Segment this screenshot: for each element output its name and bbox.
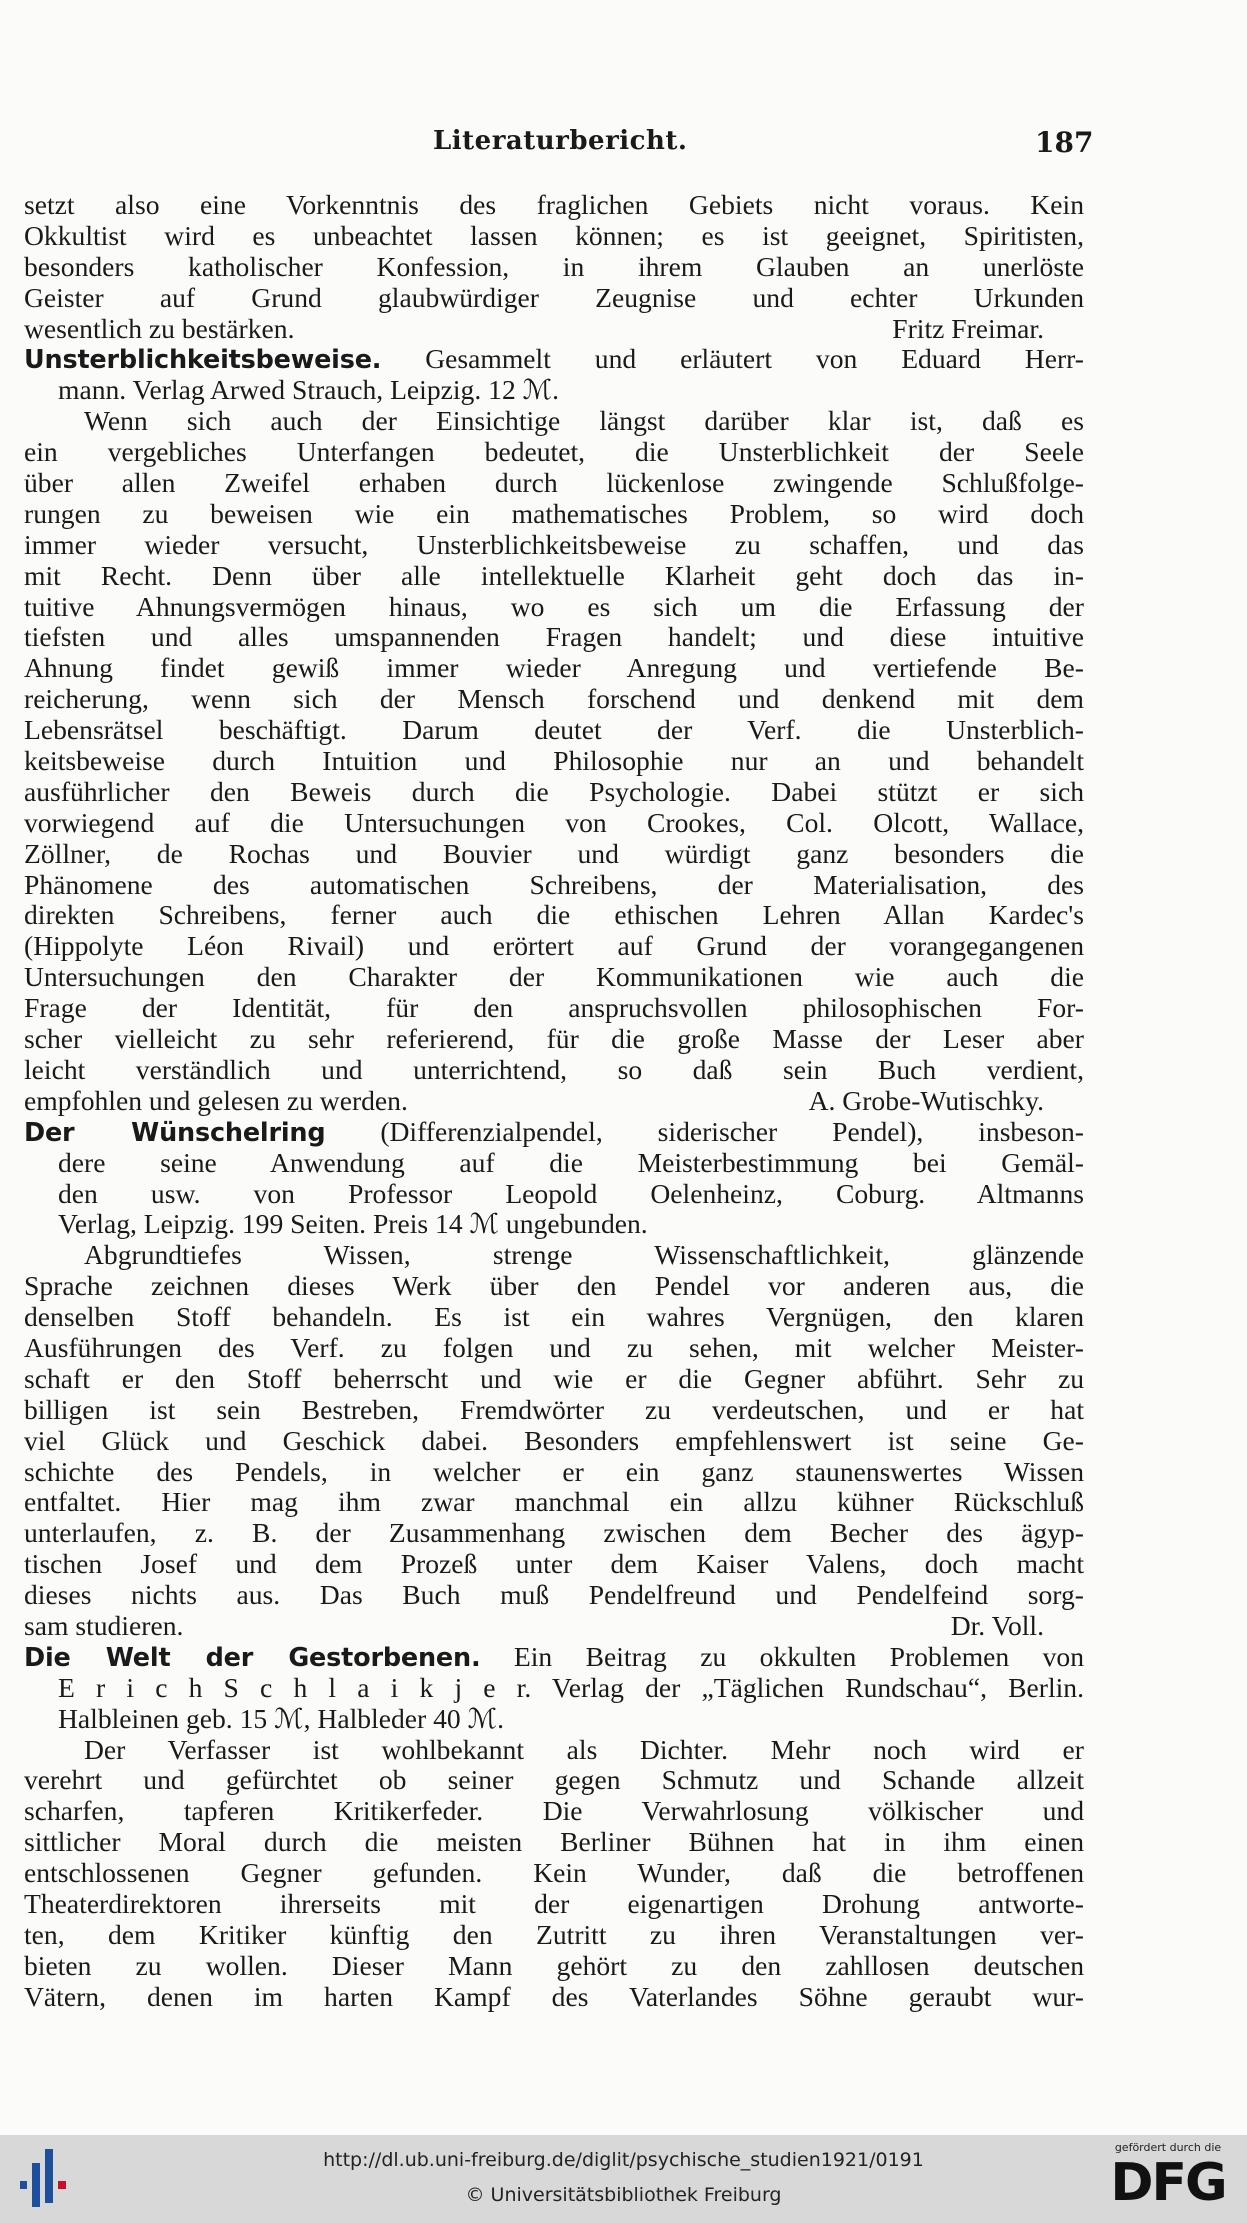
- text-line: [24, 1364, 1084, 1395]
- line-text: schaft er den Stoff beherrscht und wie er die Gegner abführt. Sehr zu: [24, 1363, 1084, 1394]
- text-line: [24, 1024, 1084, 1055]
- line-text: scher vielleicht zu sehr referierend, für die große Masse der Leser aber: [24, 1024, 1084, 1055]
- text-line: [24, 190, 1084, 221]
- line-text: Gesammelt und erläutert von Eduard Herr-: [381, 344, 1084, 375]
- page-number: 187: [1035, 126, 1094, 159]
- text-line: [24, 746, 1084, 777]
- line-text: empfohlen und gelesen zu werden.: [24, 1085, 408, 1116]
- line-text: immer wieder versucht, Unsterblichkeitsbeweise zu schaffen, und das: [24, 529, 1084, 560]
- funder-note: gefördert durch die: [1114, 2141, 1222, 2154]
- text-line: [24, 1209, 1084, 1240]
- line-text: Halbleinen geb. 15 ℳ, Halbleder 40 ℳ.: [58, 1703, 504, 1734]
- text-line: [24, 1858, 1084, 1889]
- text-line: [24, 1673, 1084, 1704]
- text-line: [24, 592, 1084, 623]
- text-line: [24, 1302, 1084, 1333]
- text-line: [24, 839, 1084, 870]
- line-text: mann. Verlag Arwed Strauch, Leipzig. 12 ℳ.: [58, 375, 560, 406]
- review-heading: Unsterblichkeitsbeweise.: [24, 345, 382, 376]
- text-line: [24, 1457, 1084, 1488]
- text-line: [24, 1642, 1084, 1673]
- line-text: vorwiegend auf die Untersuchungen von Crookes, Col. Olcott, Wallace,: [24, 807, 1084, 838]
- text-line: [24, 1889, 1084, 1920]
- text-line: [24, 252, 1084, 283]
- text-line: [24, 1549, 1084, 1580]
- text-line: [24, 931, 1084, 962]
- text-line: [24, 437, 1084, 468]
- text-line: [24, 1827, 1084, 1858]
- line-text: tuitive Ahnungsvermögen hinaus, wo es sich um die Erfassung der: [24, 591, 1084, 622]
- text-line: [24, 499, 1084, 530]
- line-text: viel Glück und Geschick dabei. Besonders empfehlenswert ist seine Ge-: [24, 1425, 1084, 1456]
- line-text: E r i c h S c h l a i k j e r. Verlag der „Täglichen Rundschau“, Berlin.: [58, 1672, 1084, 1703]
- reviewer-signature: A. Grobe-Wutischky.: [808, 1085, 1044, 1116]
- text-line: [24, 1240, 1084, 1271]
- viewer-footer: [0, 2135, 1247, 2223]
- text-line: [24, 283, 1084, 314]
- line-text: (Differenzialpendel, siderischer Pendel), insbeson-: [325, 1116, 1084, 1147]
- line-text: sam studieren.: [24, 1610, 184, 1641]
- line-text: schichte des Pendels, in welcher er ein ganz staunenswertes Wissen: [24, 1456, 1084, 1487]
- line-text: Phänomene des automatischen Schreibens, der Materialisation, des: [24, 869, 1084, 900]
- line-text: Frage der Identität, für den anspruchsvollen philosophischen For-: [24, 993, 1084, 1024]
- line-text: Vätern, denen im harten Kampf des Vaterlandes Söhne geraubt wur-: [24, 1981, 1084, 2012]
- line-text: tiefsten und alles umspannenden Fragen handelt; und diese intuitive: [24, 622, 1084, 653]
- line-text: Verlag, Leipzig. 199 Seiten. Preis 14 ℳ ungebunden.: [58, 1209, 648, 1240]
- line-text: besonders katholischer Konfession, in ihrem Glauben an unerlöste: [24, 251, 1084, 282]
- text-line: [24, 1611, 1084, 1642]
- text-line: [24, 1765, 1084, 1796]
- text-line: [24, 777, 1084, 808]
- line-text: Sprache zeichnen dieses Werk über den Pendel vor anderen aus, die: [24, 1271, 1084, 1302]
- line-text: Lebensrätsel beschäftigt. Darum deutet der Verf. die Unsterblich-: [24, 715, 1084, 746]
- text-line: [24, 1580, 1084, 1611]
- line-text: setzt also eine Vorkenntnis des fraglichen Gebiets nicht voraus. Kein: [24, 190, 1084, 220]
- line-text: ten, dem Kritiker künftig den Zutritt zu ihren Veranstaltungen ver-: [24, 1919, 1084, 1950]
- line-text: tischen Josef und dem Prozeß unter dem Kaiser Valens, doch macht: [24, 1549, 1084, 1580]
- source-url[interactable]: http://dl.ub.uni-freiburg.de/diglit/psychische_studien1921/0191: [323, 2149, 924, 2171]
- text-line: [24, 1148, 1084, 1179]
- line-text: entfaltet. Hier mag ihm zwar manchmal ein allzu kühner Rückschluß: [24, 1487, 1084, 1518]
- review-heading: Die Welt der Gestorbenen.: [24, 1642, 481, 1673]
- line-text: ein vergebliches Unterfangen bedeutet, die Unsterblichkeit der Seele: [24, 437, 1084, 468]
- text-line: [24, 468, 1084, 499]
- line-text: entschlossenen Gegner gefunden. Kein Wunder, daß die betroffenen: [24, 1858, 1084, 1889]
- line-text: den usw. von Professor Leopold Oelenheinz, Coburg. Altmanns: [58, 1178, 1084, 1209]
- text-line: [24, 808, 1084, 839]
- text-line: [24, 1982, 1084, 2013]
- text-line: [24, 1796, 1084, 1827]
- body-text: [24, 190, 1084, 2013]
- line-text: Ein Beitrag zu okkulten Problemen von: [480, 1641, 1084, 1672]
- reviewer-signature: Fritz Freimar.: [892, 313, 1044, 344]
- line-text: mit Recht. Denn über alle intellektuelle Klarheit geht doch das in-: [24, 560, 1084, 591]
- line-text: dere seine Anwendung auf die Meisterbestimmung bei Gemäl-: [58, 1147, 1084, 1178]
- dfg-logo: [1100, 2141, 1236, 2221]
- copyright-notice: © Universitätsbibliothek Freiburg: [465, 2184, 782, 2206]
- text-line: [24, 1518, 1084, 1549]
- line-text: Okkultist wird es unbeachtet lassen können; es ist geeignet, Spiritisten,: [24, 220, 1084, 251]
- text-line: [24, 870, 1084, 901]
- line-text: dieses nichts aus. Das Buch muß Pendelfreund und Pendelfeind sorg-: [24, 1580, 1084, 1611]
- line-text: unterlaufen, z. B. der Zusammenhang zwischen dem Becher des ägyp-: [24, 1518, 1084, 1549]
- reviewer-signature: Dr. Voll.: [950, 1610, 1044, 1641]
- line-text: rungen zu beweisen wie ein mathematisches Problem, so wird doch: [24, 498, 1084, 529]
- line-text: Untersuchungen den Charakter der Kommunikationen wie auch die: [24, 962, 1084, 993]
- line-text: Geister auf Grund glaubwürdiger Zeugnise und echter Urkunden: [24, 282, 1084, 313]
- line-text: Abgrundtiefes Wissen, strenge Wissenschaftlichkeit, glänzende: [84, 1240, 1084, 1271]
- text-line: [24, 530, 1084, 561]
- running-head: [0, 126, 1247, 166]
- line-text: (Hippolyte Léon Rivail) und erörtert auf Grund der vorangegangenen: [24, 931, 1084, 962]
- text-line: [24, 1333, 1084, 1364]
- text-line: [24, 1271, 1084, 1302]
- text-line: [24, 375, 1084, 406]
- review-heading: Der Wünschelring: [24, 1117, 326, 1148]
- line-text: reicherung, wenn sich der Mensch forschend und denkend mit dem: [24, 684, 1084, 715]
- text-line: [24, 1735, 1084, 1766]
- running-head-title: Literaturbericht.: [433, 126, 688, 156]
- text-line: [24, 1920, 1084, 1951]
- text-line: [24, 1179, 1084, 1210]
- line-text: Der Verfasser ist wohlbekannt als Dichter. Mehr noch wird er: [84, 1734, 1084, 1765]
- text-line: [24, 962, 1084, 993]
- text-line: [24, 406, 1084, 437]
- text-line: [24, 1055, 1084, 1086]
- text-line: [24, 653, 1084, 684]
- text-line: [24, 900, 1084, 931]
- text-line: [24, 1426, 1084, 1457]
- line-text: keitsbeweise durch Intuition und Philosophie nur an und behandelt: [24, 746, 1084, 777]
- text-line: [24, 1086, 1084, 1117]
- text-line: [24, 1395, 1084, 1426]
- text-line: [24, 684, 1084, 715]
- text-line: [24, 993, 1084, 1024]
- text-line: [24, 715, 1084, 746]
- text-line: [24, 1487, 1084, 1518]
- text-line: [24, 561, 1084, 592]
- text-line: [24, 622, 1084, 653]
- line-text: Ausführungen des Verf. zu folgen und zu sehen, mit welcher Meister-: [24, 1332, 1084, 1363]
- text-line: [24, 1704, 1084, 1735]
- text-line: [24, 344, 1084, 375]
- line-text: verehrt und gefürchtet ob seiner gegen Schmutz und Schande allzeit: [24, 1765, 1084, 1796]
- text-line: [24, 1117, 1084, 1148]
- line-text: billigen ist sein Bestreben, Fremdwörter zu verdeutschen, und er hat: [24, 1394, 1084, 1425]
- line-text: Zöllner, de Rochas und Bouvier und würdigt ganz besonders die: [24, 838, 1084, 869]
- text-line: [24, 1951, 1084, 1982]
- line-text: Ahnung findet gewiß immer wieder Anregung und vertiefende Be-: [24, 653, 1084, 684]
- dfg-logo-text: DFG: [1110, 2153, 1226, 2213]
- line-text: sittlicher Moral durch die meisten Berliner Bühnen hat in ihm einen: [24, 1827, 1084, 1858]
- line-text: wesentlich zu bestärken.: [24, 313, 295, 344]
- line-text: ausführlicher den Beweis durch die Psychologie. Dabei stützt er sich: [24, 776, 1084, 807]
- line-text: Theaterdirektoren ihrerseits mit der eigenartigen Drohung antworte-: [24, 1888, 1084, 1919]
- line-text: Wenn sich auch der Einsichtige längst darüber klar ist, daß es: [84, 406, 1084, 437]
- line-text: über allen Zweifel erhaben durch lückenlose zwingende Schlußfolge-: [24, 468, 1084, 499]
- text-line: [24, 314, 1084, 345]
- line-text: direkten Schreibens, ferner auch die ethischen Lehren Allan Kardec's: [24, 900, 1084, 931]
- line-text: scharfen, tapferen Kritikerfeder. Die Verwahrlosung völkischer und: [24, 1796, 1084, 1827]
- text-line: [24, 221, 1084, 252]
- line-text: denselben Stoff behandeln. Es ist ein wahres Vergnügen, den klaren: [24, 1302, 1084, 1333]
- line-text: leicht verständlich und unterrichtend, so daß sein Buch verdient,: [24, 1054, 1084, 1085]
- line-text: bieten zu wollen. Dieser Mann gehört zu den zahllosen deutschen: [24, 1950, 1084, 1981]
